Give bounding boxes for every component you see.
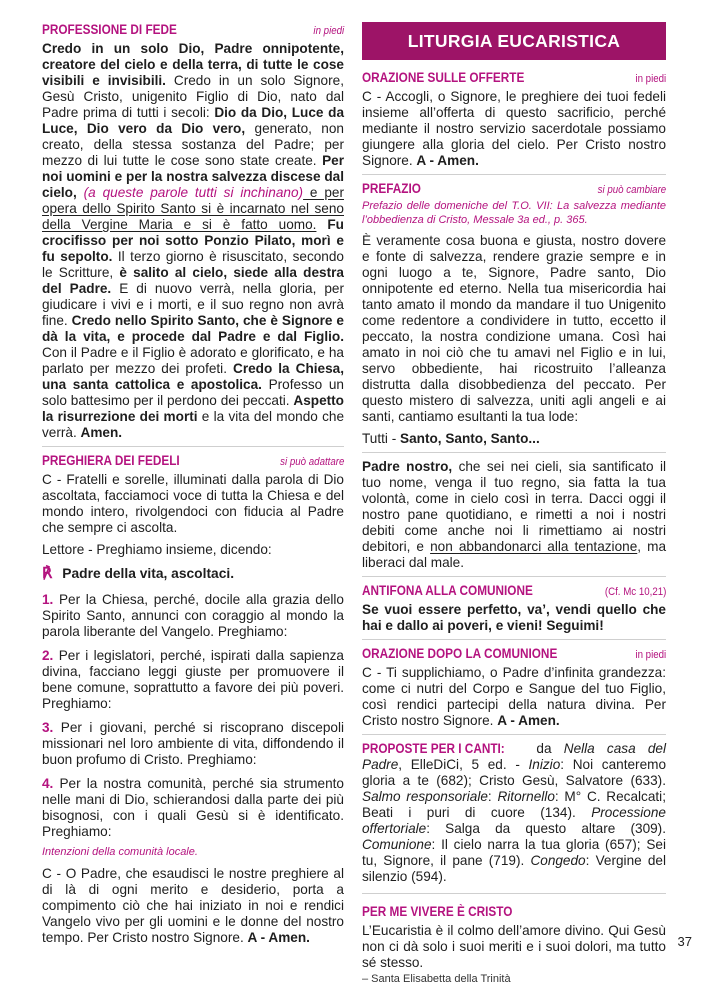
antifona-title: ANTIFONA ALLA COMUNIONE [362,583,533,598]
professione-title: PROFESSIONE DI FEDE [42,22,177,37]
professione-note: in piedi [313,25,344,37]
left-column [42,22,344,946]
response-text: Padre della vita, ascoltaci. [62,566,235,581]
prefazio-title: PREFAZIO [362,181,421,196]
intenzioni-note: Intenzioni della comunità locale. [42,846,198,858]
divider [362,174,666,175]
preghiera-conclusione: C - O Padre, che esaudisci le nostre preghiere al di là di ogni merito e desiderio, porta a compimento ciò che hai iniziato in noi e rendici Vangelo vivo per gli uomini e le donne del nostro tempo. Per Cristo nostro Signore. A - Amen. [42,865,344,945]
right-column [362,22,666,985]
canti-title: PROPOSTE PER I CANTI: [362,741,505,756]
response-line [42,564,344,582]
intention-4: 4. Per la nostra comunità, perché sia strumento nelle mani di Dio, schierandosi dalla parte dei più bisognosi, con i quali Gesù si è identificato. Preghiamo: [42,776,344,839]
preghiera-title: PREGHIERA DEI FEDELI [42,453,180,468]
intention-2: 2. Per i legislatori, perché, ispirati dalla sapienza divina, facciano leggi giuste per promuovere il bene comune, soprattutto a favore dei più poveri. Preghiamo: [42,648,344,711]
divider [362,452,666,453]
prefazio-header [362,181,666,196]
prefazio-note: si può cambiare [597,184,666,196]
sanctus-line: Tutti - Santo, Santo, Santo... [362,431,540,446]
divider [362,576,666,577]
vivere-title: PER ME VIVERE È CRISTO [362,904,513,919]
dopo-header [362,646,666,661]
padre-nostro: Padre nostro, che sei nei cieli, sia santificato il tuo nome, venga il tuo regno, sia fatta la tua volontà, come in cielo così in terra. Dacci oggi il nostro pane quotidiano, e rimetti a noi i nostri debiti come anche noi li rimettiamo ai nostri debitori, e non abbandonarci alla tentazione, ma liberaci dal male. [362,459,666,570]
intention-3: 3. Per i giovani, perché si riscoprano discepoli missionari nel loro ambiente di vita, diffondendo il buon profumo di Cristo. Preghiamo: [42,720,344,767]
offerte-note: in piedi [635,73,666,85]
credo-text: Credo in un solo Dio, Padre onnipotente, creatore del cielo e della terra, di tutte le cose visibili e invisibili. Credo in un solo Signore, Gesù Cristo, unigenito Figlio di Dio, nato dal Padre prima di tutti i secoli: Dio da Dio, Luce da Luce, Dio vero da Dio vero, generato, non creato, della stessa sostanza del Padre; per mezzo di lui tutte le cose sono state create. Per noi uomini e per la nostra salvezza discese dal cielo, (a queste parole tutti si inchinano) e per opera dello Spirito Santo si è incarnato nel seno della Vergine Maria e si è fatto uomo. Fu crocifisso per noi sotto Ponzio Pilato, morì e fu sepolto. Il terzo giorno è risuscitato, secondo le Scritture, è salito al cielo, siede alla destra del Padre. E di nuovo verrà, nella gloria, per giudicare i vivi e i morti, e il suo regno non avrà fine. Credo nello Spirito Santo, che è Signore e dà la vita, e procede dal Padre e dal Figlio. Con il Padre e il Figlio è adorato e glorificato, e ha parlato per mezzo dei profeti. Credo la Chiesa, una santa cattolica e apostolica. Professo un solo battesimo per il perdono dei peccati. Aspetto la risurrezione dei morti e la vita del mondo che verrà. Amen. [42,41,345,440]
intention-1: 1. Per la Chiesa, perché, docile alla grazia dello Spirito Santo, annunci con coraggio al mondo la parola liberante del Vangelo. Preghiamo: [42,592,344,639]
vivere-text: L’Eucaristia è il colmo dell’amore divino. Qui Gesù non ci dà solo i suoi meriti e i suoi dolori, ma tutto sé stesso. [362,923,666,970]
preghiera-header [42,453,344,468]
divider [362,893,666,894]
divider [362,734,666,735]
canti-text: PROPOSTE PER I CANTI: da Nella casa del Padre, ElleDiCi, 5 ed. - Inizio: Noi canteremo gloria a te (682); Cristo Gesù, Salvatore (633). Salmo responsoriale: Ritornello: M° C. Recalcati; Beati i puri di cuore (134). Processione offertoriale: Salga da questo altare (309). Comunione: Il cielo narra la tua gloria (657); Sei tu, Signore, il pane (719). Congedo: Vergine del silenzio (594). [362,741,667,884]
antifona-ref: (Cf. Mc 10,21) [604,586,666,598]
lettore-line: Lettore - Preghiamo insieme, dicendo: [42,542,272,557]
dopo-title: ORAZIONE DOPO LA COMUNIONE [362,646,558,661]
response-icon: ℟ [42,565,53,582]
prefazio-text: È veramente cosa buona e giusta, nostro dovere e fonte di salvezza, rendere grazie sempre e in ogni luogo a te, Signore, Padre santo, Dio onnipotente ed eterno. Nella tua misericordia hai tanto amato il mondo da mandare il tuo Unigenito come redentore a condividere in tutto, eccetto il peccato, la nostra condizione umana. Così hai amato in noi ciò che tu amavi nel Figlio e in lui, servo obbediente, hai ricostruito l’alleanza distrutta dalla disobbedienza del peccato. Per questo mistero di salvezza, uniti agli angeli e ai santi, cantiamo esultanti la tua lode: [362,233,666,424]
antifona-text: Se vuoi essere perfetto, va’, vendi quello che hai e dallo ai poveri, e vieni! Seguimi! [362,602,666,633]
dopo-note: in piedi [635,649,666,661]
professione-header [42,22,344,37]
divider [362,639,666,640]
antifona-header [362,583,666,598]
divider [42,446,344,447]
liturgia-banner: LITURGIA EUCARISTICA [362,22,666,60]
offerte-title: ORAZIONE SULLE OFFERTE [362,70,525,85]
prefazio-ref: Prefazio delle domeniche del T.O. VII: La salvezza mediante l’obbedienza di Cristo, Messale 3a ed., p. 365. [362,200,666,226]
page-number: 37 [677,934,692,949]
preghiera-intro: C - Fratelli e sorelle, illuminati dalla parola di Dio ascoltata, facciamoci voce di tutta la Chiesa e del mondo intero, rivolgendoci con fiducia al Padre che sempre ci ascolta. [42,472,344,535]
offerte-header [362,70,666,85]
preghiera-note: si può adattare [279,456,344,468]
offerte-text: C - Accogli, o Signore, le preghiere dei tuoi fedeli insieme all’offerta di questo sacrificio, perché mediante il nostro servizio sacerdotale possiamo giungere alla gloria del cielo. Per Cristo nostro Signore. A - Amen. [362,89,666,168]
vivere-author: – Santa Elisabetta della Trinità [362,973,511,985]
dopo-text: C - Ti supplichiamo, o Padre d’infinita grandezza: come ci nutri del Corpo e Sangue del tuo Figlio, così rendici partecipi della natura divina. Per Cristo nostro Signore. A - Amen. [362,665,666,728]
vivere-header [362,904,666,919]
